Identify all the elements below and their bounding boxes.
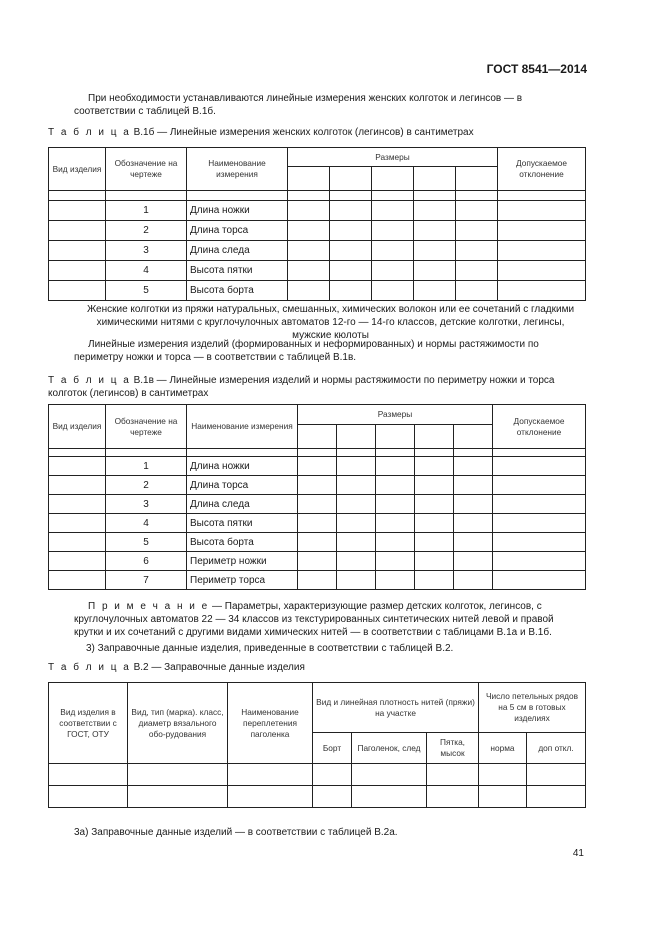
row-name: Высота борта bbox=[187, 281, 288, 301]
size-cell bbox=[415, 425, 454, 449]
document-code: ГОСТ 8541—2014 bbox=[486, 62, 587, 76]
size-cell bbox=[454, 425, 493, 449]
table-row bbox=[49, 201, 586, 221]
row-number: 5 bbox=[106, 281, 187, 301]
table-b1b-caption bbox=[48, 126, 588, 139]
header-leg-foot: Паголенок, след bbox=[352, 733, 427, 764]
row-number: 1 bbox=[106, 201, 187, 221]
table-row bbox=[49, 552, 586, 571]
header-tolerance: Допускаемое отклонение bbox=[498, 148, 586, 191]
table-b2-caption bbox=[48, 661, 588, 674]
caption-text: В.1б — Линейные измерения женских колготок (легинсов) в сантиметрах bbox=[133, 127, 474, 138]
note-text: — Параметры, характеризующие размер детских колготок, легинсов, с круглочулочных автоматов 22 — 34 классов из текстурированных синтетических нитей левой и правой крутки и их сочетаний с другими видами химических нитей — в соответствии с таблицами В.1а и В.1б. bbox=[74, 601, 554, 638]
header-tolerance: Допускаемое отклонение bbox=[493, 405, 586, 449]
size-cell bbox=[456, 167, 498, 191]
table-row bbox=[49, 764, 586, 786]
intro-paragraph-b1b: При необходимости устанавливаются линейные измерения женских колготок и легинсов — в соответствии с таблицей В.1б. bbox=[74, 93, 523, 117]
section-title: Женские колготки из пряжи натуральных, смешанных, химических волокон или ее сочетаний с гладкими химическими нитями с круглочулочных автоматов 12-го — 14-го классов, детские колготки, легинсы, мужские кюлоты bbox=[86, 304, 575, 341]
item-3: 3) Заправочные данные изделия, приведенные в соответствии с таблицей В.2. bbox=[86, 643, 454, 654]
header-tolerance: доп откл. bbox=[527, 733, 586, 764]
row-number: 2 bbox=[106, 221, 187, 241]
table-row bbox=[49, 533, 586, 552]
header-equipment: Вид, тип (марка). класс, диаметр вязального обо-рудования bbox=[128, 683, 228, 764]
note-label: П р и м е ч а н и е bbox=[88, 601, 210, 612]
row-number: 5 bbox=[106, 533, 187, 552]
row-number: 6 bbox=[106, 552, 187, 571]
row-number: 1 bbox=[106, 457, 187, 476]
caption-label: Т а б л и ц а bbox=[48, 375, 131, 386]
row-name: Длина торса bbox=[187, 221, 288, 241]
header-yarn-group: Вид и линейная плотность нитей (пряжи) на участке bbox=[313, 683, 479, 733]
row-name: Длина следа bbox=[187, 495, 298, 514]
size-cell bbox=[376, 425, 415, 449]
table-b1b bbox=[48, 147, 586, 301]
header-designation: Обозначение на чертеже bbox=[106, 405, 187, 449]
intro-paragraph-b1v: Линейные измерения изделий (формированных и неформированных) и нормы растяжимости по периметру ножки и торса — в соответствии с таблицей В.1в. bbox=[74, 339, 539, 363]
row-number: 4 bbox=[106, 261, 187, 281]
table-row bbox=[49, 241, 586, 261]
header-sizes: Размеры bbox=[288, 148, 498, 167]
table-row bbox=[49, 457, 586, 476]
table-row bbox=[49, 495, 586, 514]
header-product-type: Вид изделия bbox=[49, 148, 106, 191]
row-name: Высота борта bbox=[187, 533, 298, 552]
table-row bbox=[49, 281, 586, 301]
row-name: Периметр ножки bbox=[187, 552, 298, 571]
size-cell bbox=[330, 167, 372, 191]
row-number: 2 bbox=[106, 476, 187, 495]
table-row bbox=[49, 571, 586, 590]
table-row bbox=[49, 476, 586, 495]
row-name: Длина ножки bbox=[187, 201, 288, 221]
row-name: Высота пятки bbox=[187, 261, 288, 281]
size-cell bbox=[288, 167, 330, 191]
size-cell bbox=[337, 425, 376, 449]
note-paragraph bbox=[74, 600, 584, 639]
row-name: Высота пятки bbox=[187, 514, 298, 533]
header-measurement-name: Наименование измерения bbox=[187, 148, 288, 191]
row-name: Длина следа bbox=[187, 241, 288, 261]
row-number: 3 bbox=[106, 495, 187, 514]
size-cell bbox=[298, 425, 337, 449]
table-b2 bbox=[48, 682, 586, 808]
table-b1v-caption bbox=[48, 374, 588, 400]
header-norm: норма bbox=[479, 733, 527, 764]
row-number: 4 bbox=[106, 514, 187, 533]
table-row bbox=[49, 786, 586, 808]
header-product-type: Вид изделия bbox=[49, 405, 106, 449]
header-sizes: Размеры bbox=[298, 405, 493, 425]
header-designation: Обозначение на чертеже bbox=[106, 148, 187, 191]
row-name: Периметр торса bbox=[187, 571, 298, 590]
size-cell bbox=[372, 167, 414, 191]
caption-text: В.2 — Заправочные данные изделия bbox=[133, 662, 305, 673]
table-row bbox=[49, 261, 586, 281]
header-stitch-name: Наименование переплетения паголенка bbox=[228, 683, 313, 764]
caption-label: Т а б л и ц а bbox=[48, 662, 131, 673]
header-product-type: Вид изделия в соответствии с ГОСТ, ОТУ bbox=[49, 683, 128, 764]
row-number: 3 bbox=[106, 241, 187, 261]
row-name: Длина торса bbox=[187, 476, 298, 495]
table-row bbox=[49, 221, 586, 241]
header-measurement-name: Наименование измерения bbox=[187, 405, 298, 449]
table-b1v bbox=[48, 404, 586, 590]
header-courses-group: Число петельных рядов на 5 см в готовых изделиях bbox=[479, 683, 586, 733]
header-heel-toe: Пятка, мысок bbox=[427, 733, 479, 764]
page-number: 41 bbox=[572, 848, 584, 859]
table-row bbox=[49, 514, 586, 533]
caption-text: В.1в — Линейные измерения изделий и нормы растяжимости по периметру ножки и торса колготок (легинсов) в сантиметрах bbox=[48, 375, 555, 399]
row-name: Длина ножки bbox=[187, 457, 298, 476]
size-cell bbox=[414, 167, 456, 191]
header-welt: Борт bbox=[313, 733, 352, 764]
item-3a: 3а) Заправочные данные изделий — в соответствии с таблицей В.2а. bbox=[74, 827, 398, 838]
caption-label: Т а б л и ц а bbox=[48, 127, 131, 138]
row-number: 7 bbox=[106, 571, 187, 590]
